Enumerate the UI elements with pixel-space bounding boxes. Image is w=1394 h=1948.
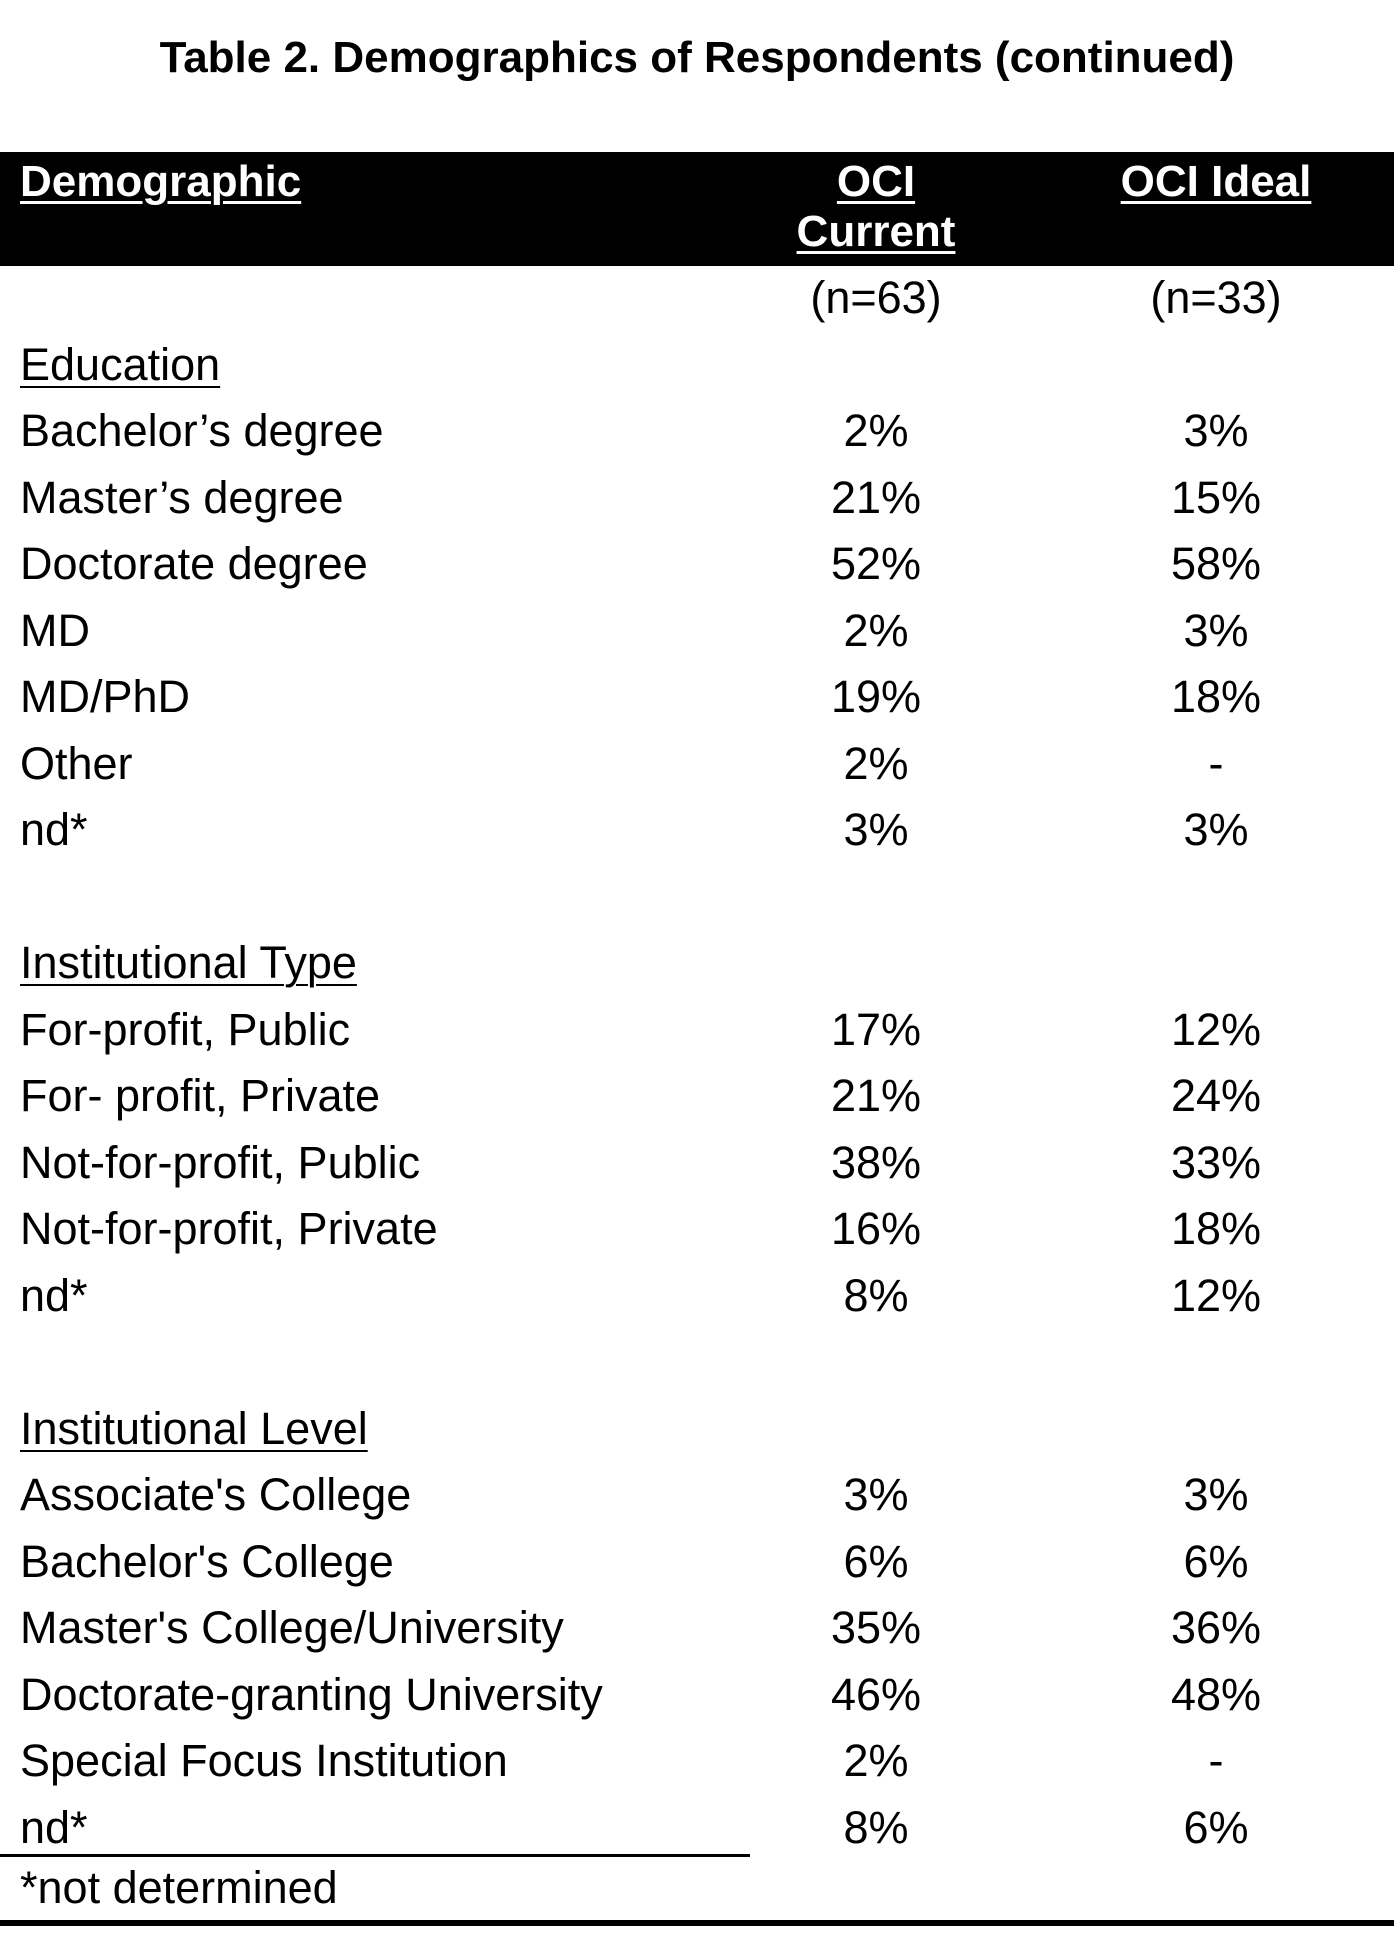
spacer-row — [0, 1329, 1394, 1396]
row-label: nd* — [20, 804, 88, 855]
header-oci-current: OCI Current — [796, 157, 956, 256]
oci-ideal-value: 3% — [1183, 405, 1249, 456]
table-row — [0, 1662, 1394, 1729]
oci-current-value: 3% — [843, 804, 909, 855]
section-title: Institutional Type — [20, 937, 357, 988]
table-body — [0, 265, 1394, 1861]
table-row — [0, 531, 1394, 598]
oci-current-value: 8% — [843, 1269, 909, 1321]
row-label: Bachelor’s degree — [20, 405, 384, 456]
n-ideal: (n=33) — [1150, 272, 1282, 323]
oci-ideal-value: 6% — [1183, 1801, 1249, 1853]
row-label: Other — [20, 737, 133, 789]
oci-ideal-value: - — [1208, 737, 1224, 789]
oci-current-value: 19% — [830, 671, 922, 722]
oci-current-value: 3% — [843, 1469, 909, 1520]
row-label: Doctorate-granting University — [20, 1668, 603, 1720]
section-header-row — [0, 930, 1394, 997]
table-row — [0, 1529, 1394, 1596]
row-label: Bachelor's College — [20, 1535, 394, 1587]
table-row — [0, 664, 1394, 731]
oci-current-value: 17% — [830, 1003, 922, 1055]
row-label: Associate's College — [20, 1469, 412, 1520]
table-title: Table 2. Demographics of Respondents (continued) — [159, 33, 1235, 82]
oci-ideal-value: 24% — [1170, 1070, 1262, 1121]
oci-ideal-value: 12% — [1170, 1003, 1262, 1055]
oci-current-value: 52% — [830, 538, 922, 589]
spacer-row — [0, 864, 1394, 931]
row-label: For- profit, Private — [20, 1070, 381, 1121]
oci-current-value: 2% — [843, 405, 909, 456]
header-oci-ideal: OCI Ideal — [1120, 157, 1312, 206]
row-label: Master’s degree — [20, 471, 344, 523]
oci-ideal-value: - — [1208, 1735, 1224, 1786]
oci-current-value: 2% — [843, 604, 909, 656]
sample-size-row — [0, 265, 1394, 332]
table-row — [0, 598, 1394, 665]
row-label: For-profit, Public — [20, 1003, 351, 1055]
section-title: Education — [20, 338, 221, 390]
oci-current-value: 21% — [830, 471, 922, 523]
oci-ideal-value: 18% — [1170, 1203, 1262, 1254]
oci-ideal-value: 12% — [1170, 1269, 1262, 1321]
header-demographic: Demographic — [20, 157, 302, 206]
row-label: Not-for-profit, Private — [20, 1203, 438, 1254]
oci-ideal-value: 58% — [1170, 538, 1262, 589]
table-row — [0, 1063, 1394, 1130]
oci-current-value: 2% — [843, 737, 909, 789]
oci-current-value: 16% — [830, 1203, 922, 1254]
section-title: Institutional Level — [20, 1402, 368, 1454]
oci-ideal-value: 18% — [1170, 671, 1262, 722]
table-row — [0, 1595, 1394, 1662]
table-header — [0, 152, 1394, 266]
oci-ideal-value: 3% — [1183, 1469, 1249, 1520]
row-label: Special Focus Institution — [20, 1735, 508, 1786]
table-row — [0, 398, 1394, 465]
oci-current-value: 6% — [843, 1535, 909, 1587]
table-row — [0, 1196, 1394, 1263]
oci-ideal-value: 3% — [1183, 604, 1249, 656]
n-current: (n=63) — [810, 272, 942, 323]
table-row — [0, 1795, 1394, 1862]
oci-current-value: 35% — [830, 1602, 922, 1653]
row-label: Not-for-profit, Public — [20, 1136, 421, 1188]
oci-ideal-value: 15% — [1170, 471, 1262, 523]
oci-ideal-value: 48% — [1170, 1668, 1262, 1720]
oci-current-value: 8% — [843, 1801, 909, 1853]
footnote-divider — [0, 1854, 750, 1857]
row-label: Doctorate degree — [20, 538, 368, 589]
table-row — [0, 465, 1394, 532]
section-header-row — [0, 1396, 1394, 1463]
oci-ideal-value: 36% — [1170, 1602, 1262, 1653]
row-label: nd* — [20, 1801, 88, 1853]
table-row — [0, 797, 1394, 864]
row-label: Master's College/University — [20, 1602, 564, 1653]
table-row — [0, 1728, 1394, 1795]
row-label: nd* — [20, 1269, 88, 1321]
oci-ideal-value: 33% — [1170, 1136, 1262, 1188]
row-label: MD — [20, 604, 90, 656]
table-bottom-rule — [0, 1920, 1394, 1926]
oci-current-value: 2% — [843, 1735, 909, 1786]
table-row — [0, 731, 1394, 798]
oci-ideal-value: 6% — [1183, 1535, 1249, 1587]
oci-ideal-value: 3% — [1183, 804, 1249, 855]
table-row — [0, 1130, 1394, 1197]
table-row — [0, 997, 1394, 1064]
table-row — [0, 1462, 1394, 1529]
row-label: MD/PhD — [20, 671, 191, 722]
table-row — [0, 1263, 1394, 1330]
section-header-row — [0, 332, 1394, 399]
oci-current-value: 38% — [830, 1136, 922, 1188]
footnote: *not determined — [20, 1862, 338, 1913]
oci-current-value: 21% — [830, 1070, 922, 1121]
oci-current-value: 46% — [830, 1668, 922, 1720]
